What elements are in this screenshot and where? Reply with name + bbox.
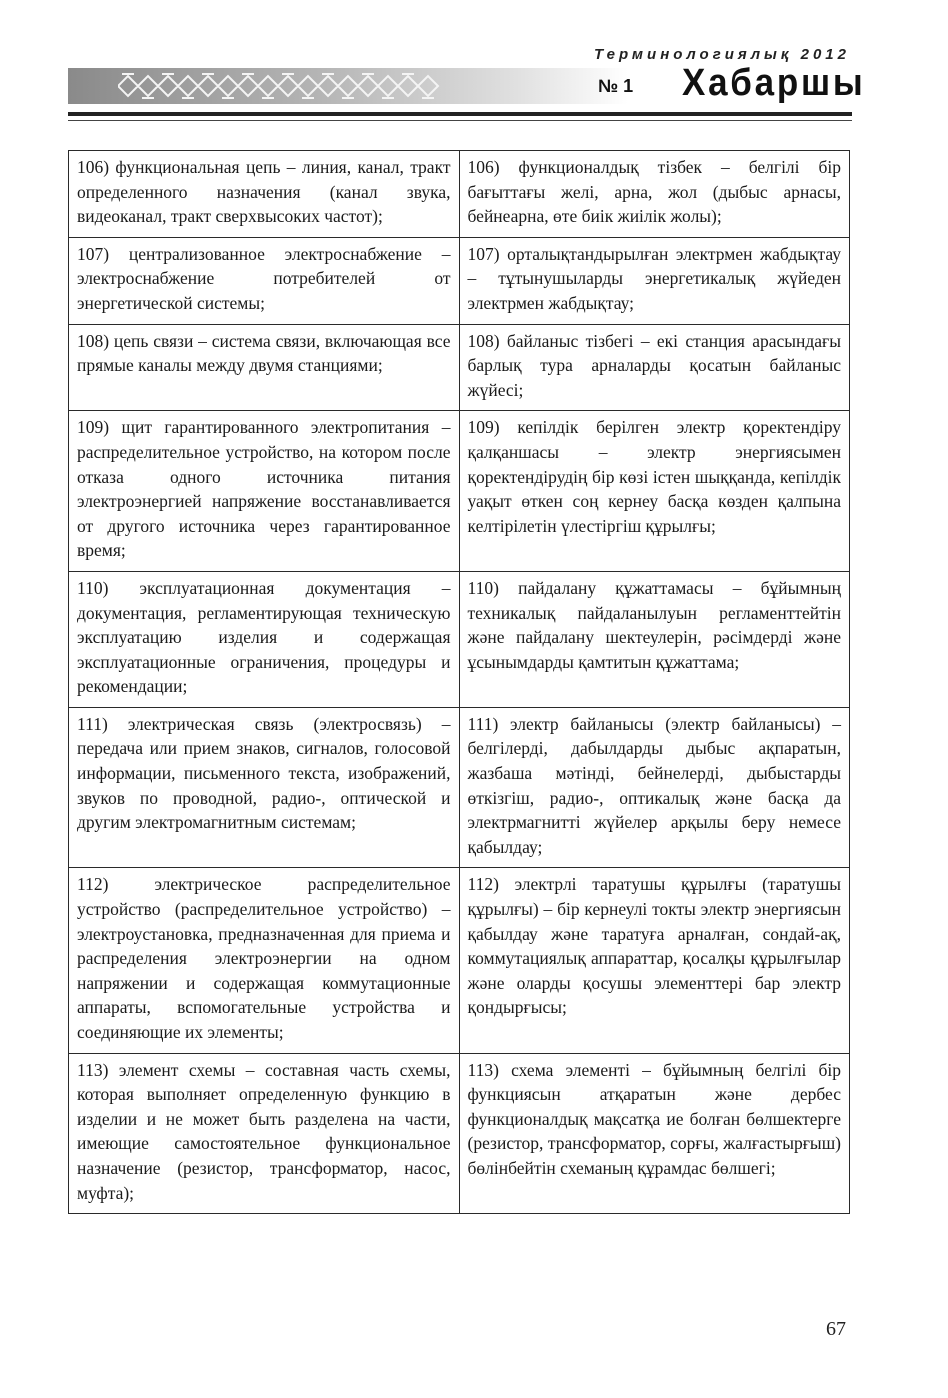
term-kk: 110) пайдалану құжаттамасы – бұйымның техникалық пайдаланылуын регламенттейтін және пайдалану шектеулерін, рәсімдерді және ұсынымдарды қамтитын құжаттама; [459,571,850,707]
term-kk: 112) электрлі таратушы құрылғы (таратушы құрылғы) – бір кернеулі токты электр энергиясын қабылдау және таратуға арналған, сондай-ақ, коммутациялық аппараттар, қосалқы құрылғылар және оларды қосушы элементтері бар электр қондырғысы; [459,868,850,1053]
term-kk: 111) электр байланысы (электр байланысы) – белгілерді, дабылдарды дыбыс ақпаратын, жазбаша мәтінді, бейнелерді, дыбыстарды өткізгіш, радио-, оптикалық және басқа да электрмагнитті жүйелер арқылы беру немесе қабылдау; [459,707,850,868]
issue-number: № 1 [598,76,634,96]
journal-title: Хабаршы [682,62,866,104]
term-ru: 106) функциональная цепь – линия, канал, тракт определенного назначения (канал звука, видеоканал, тракт сверхвысоких частот); [69,151,460,238]
table-row [69,324,850,411]
term-ru: 113) элемент схемы – составная часть схемы, которая выполняет определенную функцию в изделии и не может быть разделена на части, имеющие самостоятельное функциональное назначение (резистор, трансформатор, насос, муфта); [69,1053,460,1214]
term-kk: 107) орталықтандырылған электрмен жабдықтау – тұтынушыларды энергетикалық жүйеден электрмен жабдықтау; [459,237,850,324]
table-row [69,1053,850,1214]
term-kk: 109) кепілдік берілген электр қоректендіру қалқаншасы – электр энергиясымен қоректендірудің бір көзі істен шыққанда, кепілдік уақыт өткен соң кернеу басқа көзден қалпына келтірілетін үлестіргіш құрылғы; [459,411,850,572]
term-ru: 110) эксплуатационная документация – документация, регламентирующая техническую эксплуатацию изделия и содержащая эксплуатационные ограничения, процедуры и рекомендации; [69,571,460,707]
terms-table [68,150,850,1214]
term-kk: 106) функционалдық тізбек – белгілі бір бағыттағы желі, арна, жол (дыбыс арнасы, бейнеарна, өте биік жиілік жолы); [459,151,850,238]
term-kk: 108) байланыс тізбегі – екі станция арасындағы барлық тура арналарды қосатын байланыс жүйесі; [459,324,850,411]
term-ru: 108) цепь связи – система связи, включающая все прямые каналы между двумя станциями; [69,324,460,411]
journal-subtitle: Терминологиялық 2012 [594,46,850,63]
table-row [69,237,850,324]
header-rule-thick [68,112,852,116]
table-row [69,868,850,1053]
table-row [69,571,850,707]
term-ru: 111) электрическая связь (электросвязь) – передача или прием знаков, сигналов, голосовой информации, письменного текста, изображений, звуков по проводной, радио-, оптической и другим электромагнитным системам; [69,707,460,868]
ornament-decoration [118,70,478,102]
table-row [69,411,850,572]
journal-year: 2012 [800,46,850,63]
term-ru: 112) электрическое распределительное устройство (распределительное устройство) – электроустановка, предназначенная для приема и распределения электроэнергии на одном напряжении и содержащая коммутационные аппараты, вспомогательные устройства и соединяющие их элементы; [69,868,460,1053]
header-rule-thin [68,120,852,121]
page-number: 67 [826,1318,846,1340]
term-kk: 113) схема элементі – бұйымның белгілі бір функциясын атқаратын және дербес функционалдық мақсатқа ие болған бөлшектерге (резистор, трансформатор, сорғы, жалғастырғыш) бөлінбейтін схеманың құрамдас бөлшегі; [459,1053,850,1214]
table-row [69,707,850,868]
table-row [69,151,850,238]
term-ru: 109) щит гарантированного электропитания – распределительное устройство, на котором после отказа одного источника питания электроэнергией напряжение восстанавливается от другого источника через гарантированное время; [69,411,460,572]
term-ru: 107) централизованное электроснабжение – электроснабжение потребителей от энергетической системы; [69,237,460,324]
